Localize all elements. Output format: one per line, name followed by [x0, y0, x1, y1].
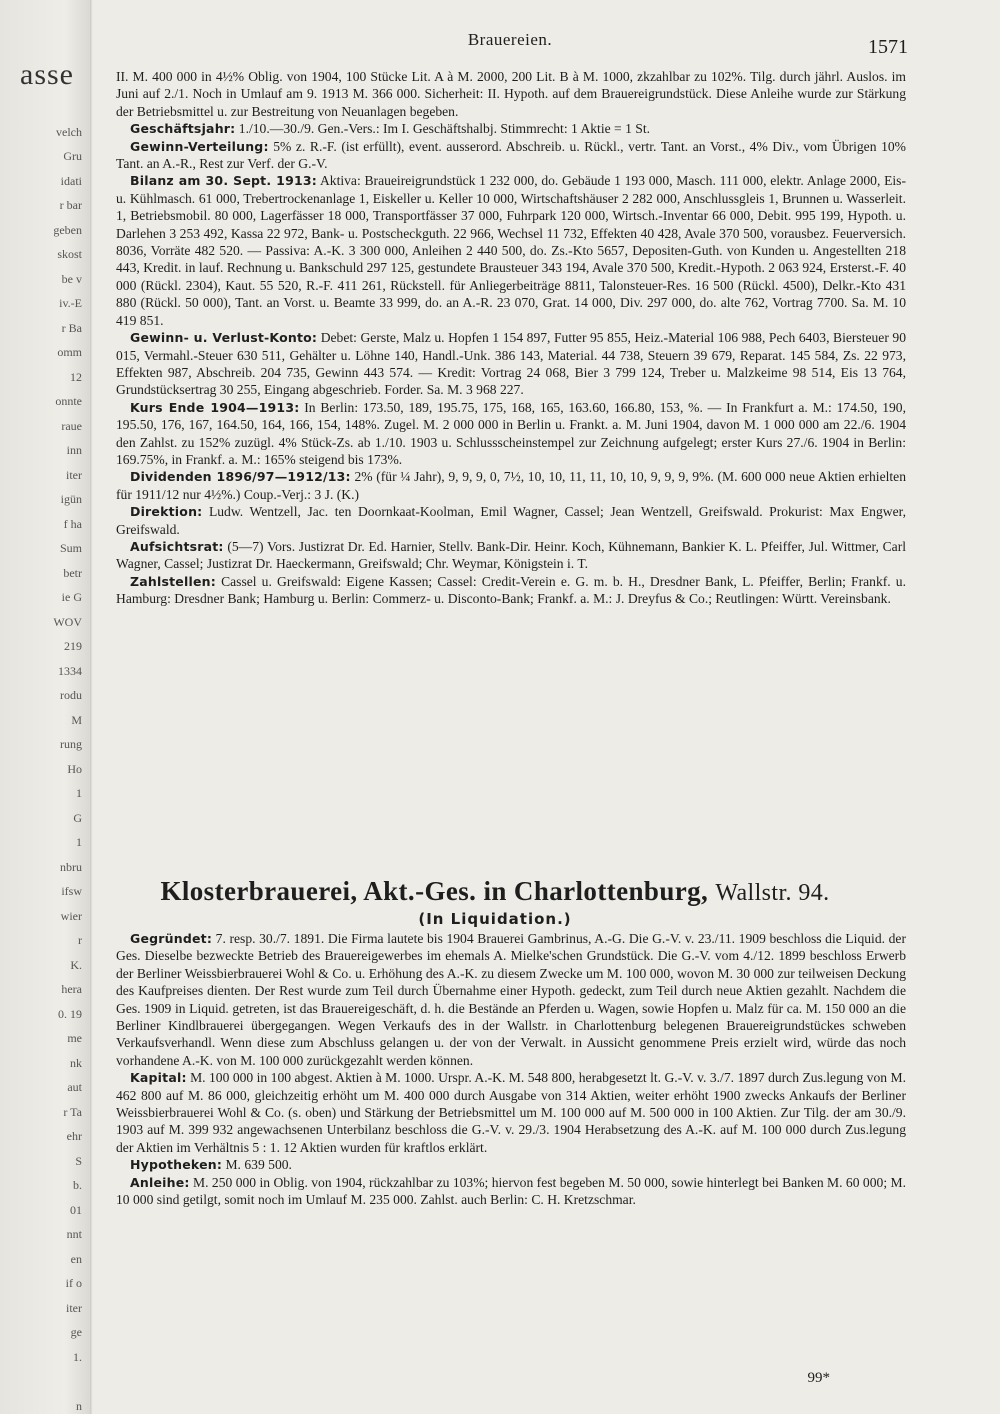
margin-text-fragment: nnt — [66, 1227, 82, 1241]
margin-text-fragment: 1334 — [58, 663, 82, 678]
margin-text-fragment: S — [75, 1153, 82, 1168]
margin-text-fragment: raue — [61, 418, 82, 433]
paragraph — [116, 538, 906, 573]
paragraph-text: M. 639 500. — [225, 1157, 292, 1173]
paragraph-text: In Berlin: 173.50, 189, 195.75, 175, 168, 165, 163.60, 166.80, 153, %. — In Frankfurt a. M.: 174.50, 190, 195.50, 176, 167, 164.50, 164, 166, 154, 148%. Zugel. M. 2 000 000 in Berlin u. Frankt. a. M. Juni 1904, davon M. 1 000 000 am 22./6. 1904 den Zahlst. zu 152% zuzügl. 4% Stück-Zs. ab 1./10. 1903 u. Schlussscheinstempel zur Zeichnung aufgelegt; erster Kurs 27./6. 1904 in Berlin: 169.75%, in Frankf. a. M.: 165% steigend bis 173%. — [116, 399, 906, 467]
margin-text-fragment: betr — [63, 565, 82, 580]
margin-text-fragment: iv.-E — [59, 296, 82, 310]
margin-text-fragment: en — [70, 1251, 82, 1266]
margin-text-fragment: ifsw — [61, 884, 82, 898]
margin-text-fragment: nbru — [60, 859, 82, 874]
margin-text-fragment: 219 — [64, 639, 82, 653]
margin-text-fragment: r — [78, 933, 82, 947]
margin-text-fragment: 1 — [76, 786, 82, 800]
paragraph-text: Debet: Gerste, Malz u. Hopfen 1 154 897, Futter 95 855, Heiz.-Material 106 988, Pech 6403, Biersteuer 90 015, Vermahl.-Steuer 630 511, Gehälter u. Löhne 140, Handl.-Unk. 386 143, Material. 44 738, Steuern 39 679, Reparat. 145 584, Zs. 22 973, Effekten 987, Abschreib. 204 735, Gewinn 443 574. — Kredit: Vortrag 24 068, Bier 3 799 124, Treber u. Malzkeime 98 514, Eis 13 764, Grundstücksertrag 30 255, Eingang abgeschrieb. Forder. Sa. M. 3 968 227. — [116, 330, 907, 398]
paragraph — [116, 399, 906, 469]
margin-text-fragment: hera — [61, 982, 82, 996]
margin-text-fragment: rodu — [60, 688, 82, 702]
margin-text-fragment: Gru — [63, 149, 82, 163]
liquidation-status: (In Liquidation.) — [418, 910, 572, 928]
margin-text-fragment: ehr — [66, 1129, 82, 1143]
margin-text-fragment: 0. 19 — [58, 1006, 82, 1021]
paragraph-text: Ludw. Wentzell, Jac. ten Doornkaat-Koolman, Emil Wagner, Cassel; Jean Wentzell, Greifswald. Prokurist: Max Engwer, Greifswald. — [116, 504, 906, 537]
paragraph-text: 7. resp. 30./7. 1891. Die Firma lautete bis 1904 Brauerei Gambrinus, A.-G. Die G.-V. v. 23./11. 1909 beschloss die Liquid. der Ges. Dieselbe bezweckte Betrieb des Brauereigewerbes im ehemals A. Mielke'schen Grundstück. Die G.-V. vom 4./12. 1899 beschloss Erwerb der Berliner Weissbierbrauerei Wohl & Co. u. Erhöhung des A.-K. zu diesem Zwecke um M. 100 000, wovon M. 30 000 zur teilweisen Deckung des Kaufpreises dienten. Der Rest wurde zum Teil durch Übernahme einer Hypoth. gedeckt, zum Teil durch neue Aktien gezahlt. Nachdem die Ges. 1909 in Liquid. getreten, ist das Brauereigeschäft, d. h. die Bestände an Pferden u. Wagen, sowie Hopfen u. Malz für ca. M. 150 000 an die Berliner Kindlbrauerei übergegangen. Wegen Verkaufs des in der Wallstr. in Charlottenburg belegenen Brauereigrundstückes schweben Verkaufsverhandl. Wenn diese zum Abschluss gelangen u. der von der Verwalt. in Aussicht genommene Preis erzielt wird, würde das noch vorhandene A.-K. von M. 100 000 zurückgezahlt werden können. — [116, 931, 906, 1068]
margin-text-fragment: iter — [66, 467, 82, 482]
margin-text-fragment: be v — [61, 271, 82, 286]
paragraph-text: M. 100 000 in 100 abgest. Aktien à M. 1000. Urspr. A.-K. M. 548 800, herabgesetzt lt. G.-V. v. 3./7. 1897 durch Zus.legung von M. 462 800 auf M. 86 000, gleichzeitig erhöht um M. 400 000 durch Ausgabe von 314 Aktien, weiter erhöht 1900 zwecks Ankaufs der Berliner Weissbierbrauerei Wohl & Co. (s. oben) und Stärkung der Betriebsmittel um M. 100 000 auf M. 500 000 in 100 Aktien. Zur Tilg. der am 30./9. 1903 auf M. 399 932 angewachsenen Unterbilanz beschloss die G.-V. v. 29./3. 1904 Herabsetzung des A.-K. auf M. 100 000 durch Zus.legung der Aktien im Verhältnis 5 : 1. 12 Aktien wurden für kraftlos erklärt. — [116, 1070, 906, 1155]
margin-text-fragment: r bar — [59, 198, 82, 212]
margin-text-fragment: 1 — [76, 835, 82, 849]
margin-text-fragment: idati — [60, 173, 82, 188]
paragraph-label: Kapital: — [130, 1070, 187, 1086]
margin-text-fragment: asse — [20, 58, 74, 91]
margin-text-fragment: M — [71, 712, 82, 727]
paragraph — [116, 329, 906, 399]
margin-text-fragment: r Ta — [63, 1104, 82, 1119]
paragraph — [116, 120, 906, 137]
adjacent-page-margin — [0, 0, 92, 1414]
margin-text-fragment: me — [67, 1031, 82, 1045]
margin-text-fragment: aut — [67, 1080, 82, 1094]
section-previous-company — [116, 68, 906, 608]
paragraph-text: 2% (für ¼ Jahr), 9, 9, 9, 0, 7½, 10, 10, 11, 11, 10, 10, 9, 9, 9, 9%. (M. 600 000 neue Aktien erhielten für 1911/12 nur 4½%.) Coup.-Verj.: 3 J. (K.) — [116, 469, 906, 502]
paragraph — [116, 1174, 906, 1209]
margin-text-fragment: onnte — [55, 394, 82, 408]
signature-mark: 99* — [807, 1370, 830, 1386]
margin-text-fragment: wier — [60, 908, 82, 923]
margin-text-fragment: skost — [57, 247, 82, 261]
paragraph-text: M. 250 000 in Oblig. von 1904, rückzahlbar zu 103%; hiervon fest begeben M. 50 000, sowie hinterlegt bei Banken M. 60 000; M. 10 000 sind getilgt, somit noch im Umlauf M. 235 000. Zahlst. auch Berlin: C. H. Kretzschmar. — [116, 1174, 906, 1208]
margin-text-fragment: K. — [70, 957, 82, 972]
book-gutter — [90, 0, 93, 1414]
page-number: 1571 — [868, 36, 908, 58]
company-address: Wallstr. 94. — [715, 880, 830, 906]
paragraph-label: Gewinn- u. Verlust-Konto: — [130, 330, 318, 346]
margin-text-fragment: Sum — [59, 541, 82, 555]
paragraph — [116, 68, 906, 120]
company-name: Klosterbrauerei, Akt.-Ges. in Charlottenburg, — [160, 876, 709, 906]
section-klosterbrauerei — [116, 930, 906, 1209]
margin-text-fragment: igün — [60, 492, 82, 506]
paragraph-label: Zahlstellen: — [130, 573, 216, 589]
paragraph-text: 5% z. R.-F. (ist erfüllt), event. ausserord. Abschreib. u. Rückl., vertr. Tant. an Vorst., 4% Div., vom Übrigen 10% Tant. an A.-R., Rest zur Verf. der G.-V. — [116, 138, 906, 172]
margin-text-fragment: ie G — [61, 590, 82, 604]
paragraph — [116, 172, 906, 329]
page — [100, 0, 970, 1414]
paragraph — [116, 1069, 906, 1156]
margin-text-fragment: f ha — [63, 516, 82, 531]
margin-text-fragment: geben — [53, 222, 82, 237]
margin-text-fragment: iter — [66, 1300, 82, 1315]
margin-text-fragment: rung — [60, 737, 82, 751]
margin-text-fragment: 1. — [73, 1349, 82, 1364]
paragraph-label: Gegründet: — [130, 931, 213, 946]
margin-text-fragment: n — [76, 1398, 82, 1413]
paragraph-label: Geschäftsjahr: — [130, 121, 236, 137]
paragraph-label: Anleihe: — [130, 1174, 190, 1190]
margin-text-fragment: Ho — [67, 761, 82, 776]
paragraph — [116, 573, 906, 608]
paragraph — [116, 503, 906, 538]
margin-text-fragment: if o — [65, 1276, 82, 1290]
paragraph-text: II. M. 400 000 in 4½% Oblig. von 1904, 100 Stücke Lit. A à M. 2000, 200 Lit. B à M. 1000, zkzahlbar zu 102%. Tilg. durch jährl. Auslos. im Juni auf 2./1. Noch in Umlauf am 9. 1913 M. 366 000. Sicherheit: II. Hypoth. auf dem Brauereigrundstück. Diese Anleihe wurde zur Stärkung der Betriebsmittel u. zur Bestreitung von Neuanlagen begeben. — [116, 69, 906, 119]
margin-text-fragment: b. — [73, 1178, 82, 1192]
margin-text-fragment: r Ba — [61, 320, 82, 335]
paragraph-text: 1./10.—30./9. Gen.-Vers.: Im I. Geschäftshalbj. Stimmrecht: 1 Aktie = 1 St. — [238, 121, 651, 137]
paragraph-label: Dividenden 1896/97—1912/13: — [130, 469, 351, 485]
paragraph-label: Kurs Ende 1904—1913: — [130, 399, 300, 415]
paragraph — [116, 138, 906, 173]
paragraph — [116, 468, 906, 503]
paragraph — [116, 1156, 906, 1173]
margin-text-fragment: G — [73, 810, 82, 825]
margin-text-fragment: WOV — [53, 614, 82, 629]
paragraph-label: Bilanz am 30. Sept. 1913: — [130, 173, 317, 189]
margin-text-fragment: inn — [66, 443, 82, 457]
paragraph-text: Aktiva: Braueireigrundstück 1 232 000, do. Gebäude 1 193 000, Masch. 111 000, elektr. Anlage 2000, Eis- u. Kühlmasch. 61 000, Trebertrockenanlage 1, Eiskeller u. Keller 10 000, Wirtschaftshäuser 2 282 000, Anschlussgleis 1, Brunnen u. Wasserleit. 1, Betriebsmobil. 80 000, Lagerfässer 18 000, Transportfässer 37 000, Fuhrpark 120 000, Wirtsch.-Inventar 66 000, Debit. 995 199, Hypoth. u. Darlehen 3 253 492, Kassa 22 972, Bank- u. Postscheckguth. 22 966, Wechsel 11 732, Effekten 40 428, Avale 370 500, vorausbez. Feuerversich. 8036, Vorräte 482 520. — Passiva: A.-K. 3 300 000, Anleihen 2 440 500, do. Zs.-Kto 5657, Depositen-Guth. von Kunden u. Angestellten 218 443, Kredit. in lauf. Rechnung u. Bankschuld 297 125, gestundete Brausteuer 343 194, Avale 370 500, Kredit.-Hypoth. 2 063 924, Ersterst.-F. 40 000 (Rückl. 2304), Kaut. 55 520, R.-F. 411 261, Rückstell. für Anliegerbeiträge 8811, Talonsteuer-Res. 16 500 (Rückl. 4500), Delkr.-Kto 431 880 (Rückl. 50 000), Tant. an Vorst. u. Beamte 33 999, do. an A.-R. 23 070, Grat. 14 000, Div. 297 000, do. alte 762, Vortrag 7700. Sa. M. 10 419 851. — [116, 173, 906, 328]
paragraph-text: Cassel u. Greifswald: Eigene Kassen; Cassel: Credit-Verein e. G. m. b. H., Dresdner Bank, L. Pfeiffer, Berlin; Frankf. u. Hamburg: Dresdner Bank; Hamburg u. Berlin: Commerz- u. Disconto-Bank; Frankf. a. M.: J. Dreyfus & Co.; Reutlingen: Württ. Vereinsbank. — [116, 573, 906, 607]
margin-text-fragment: 12 — [70, 369, 82, 384]
margin-text-fragment: nk — [70, 1055, 82, 1070]
paragraph-label: Aufsichtsrat: — [130, 538, 224, 554]
paragraph-label: Direktion: — [130, 504, 203, 520]
paragraph-label: Hypotheken: — [130, 1157, 223, 1173]
margin-text-fragment: omm — [57, 345, 82, 359]
running-title: Brauereien. — [467, 30, 553, 49]
paragraph-label: Gewinn-Verteilung: — [130, 138, 269, 154]
margin-text-fragment: 01 — [70, 1202, 82, 1217]
company-heading — [100, 876, 890, 907]
paragraph — [116, 930, 906, 1069]
margin-text-fragment: velch — [56, 124, 82, 139]
margin-text-fragment: ge — [70, 1325, 82, 1339]
paragraph-text: (5—7) Vors. Justizrat Dr. Ed. Harnier, Stellv. Bank-Dir. Heinr. Koch, Kühnemann, Bankier K. L. Pfeiffer, Jul. Wittmer, Carl Wagner, Cassel; Justizrat Dr. Haeckermann, Greifswald; Chr. Weymar, Königstein i. T. — [116, 538, 906, 572]
